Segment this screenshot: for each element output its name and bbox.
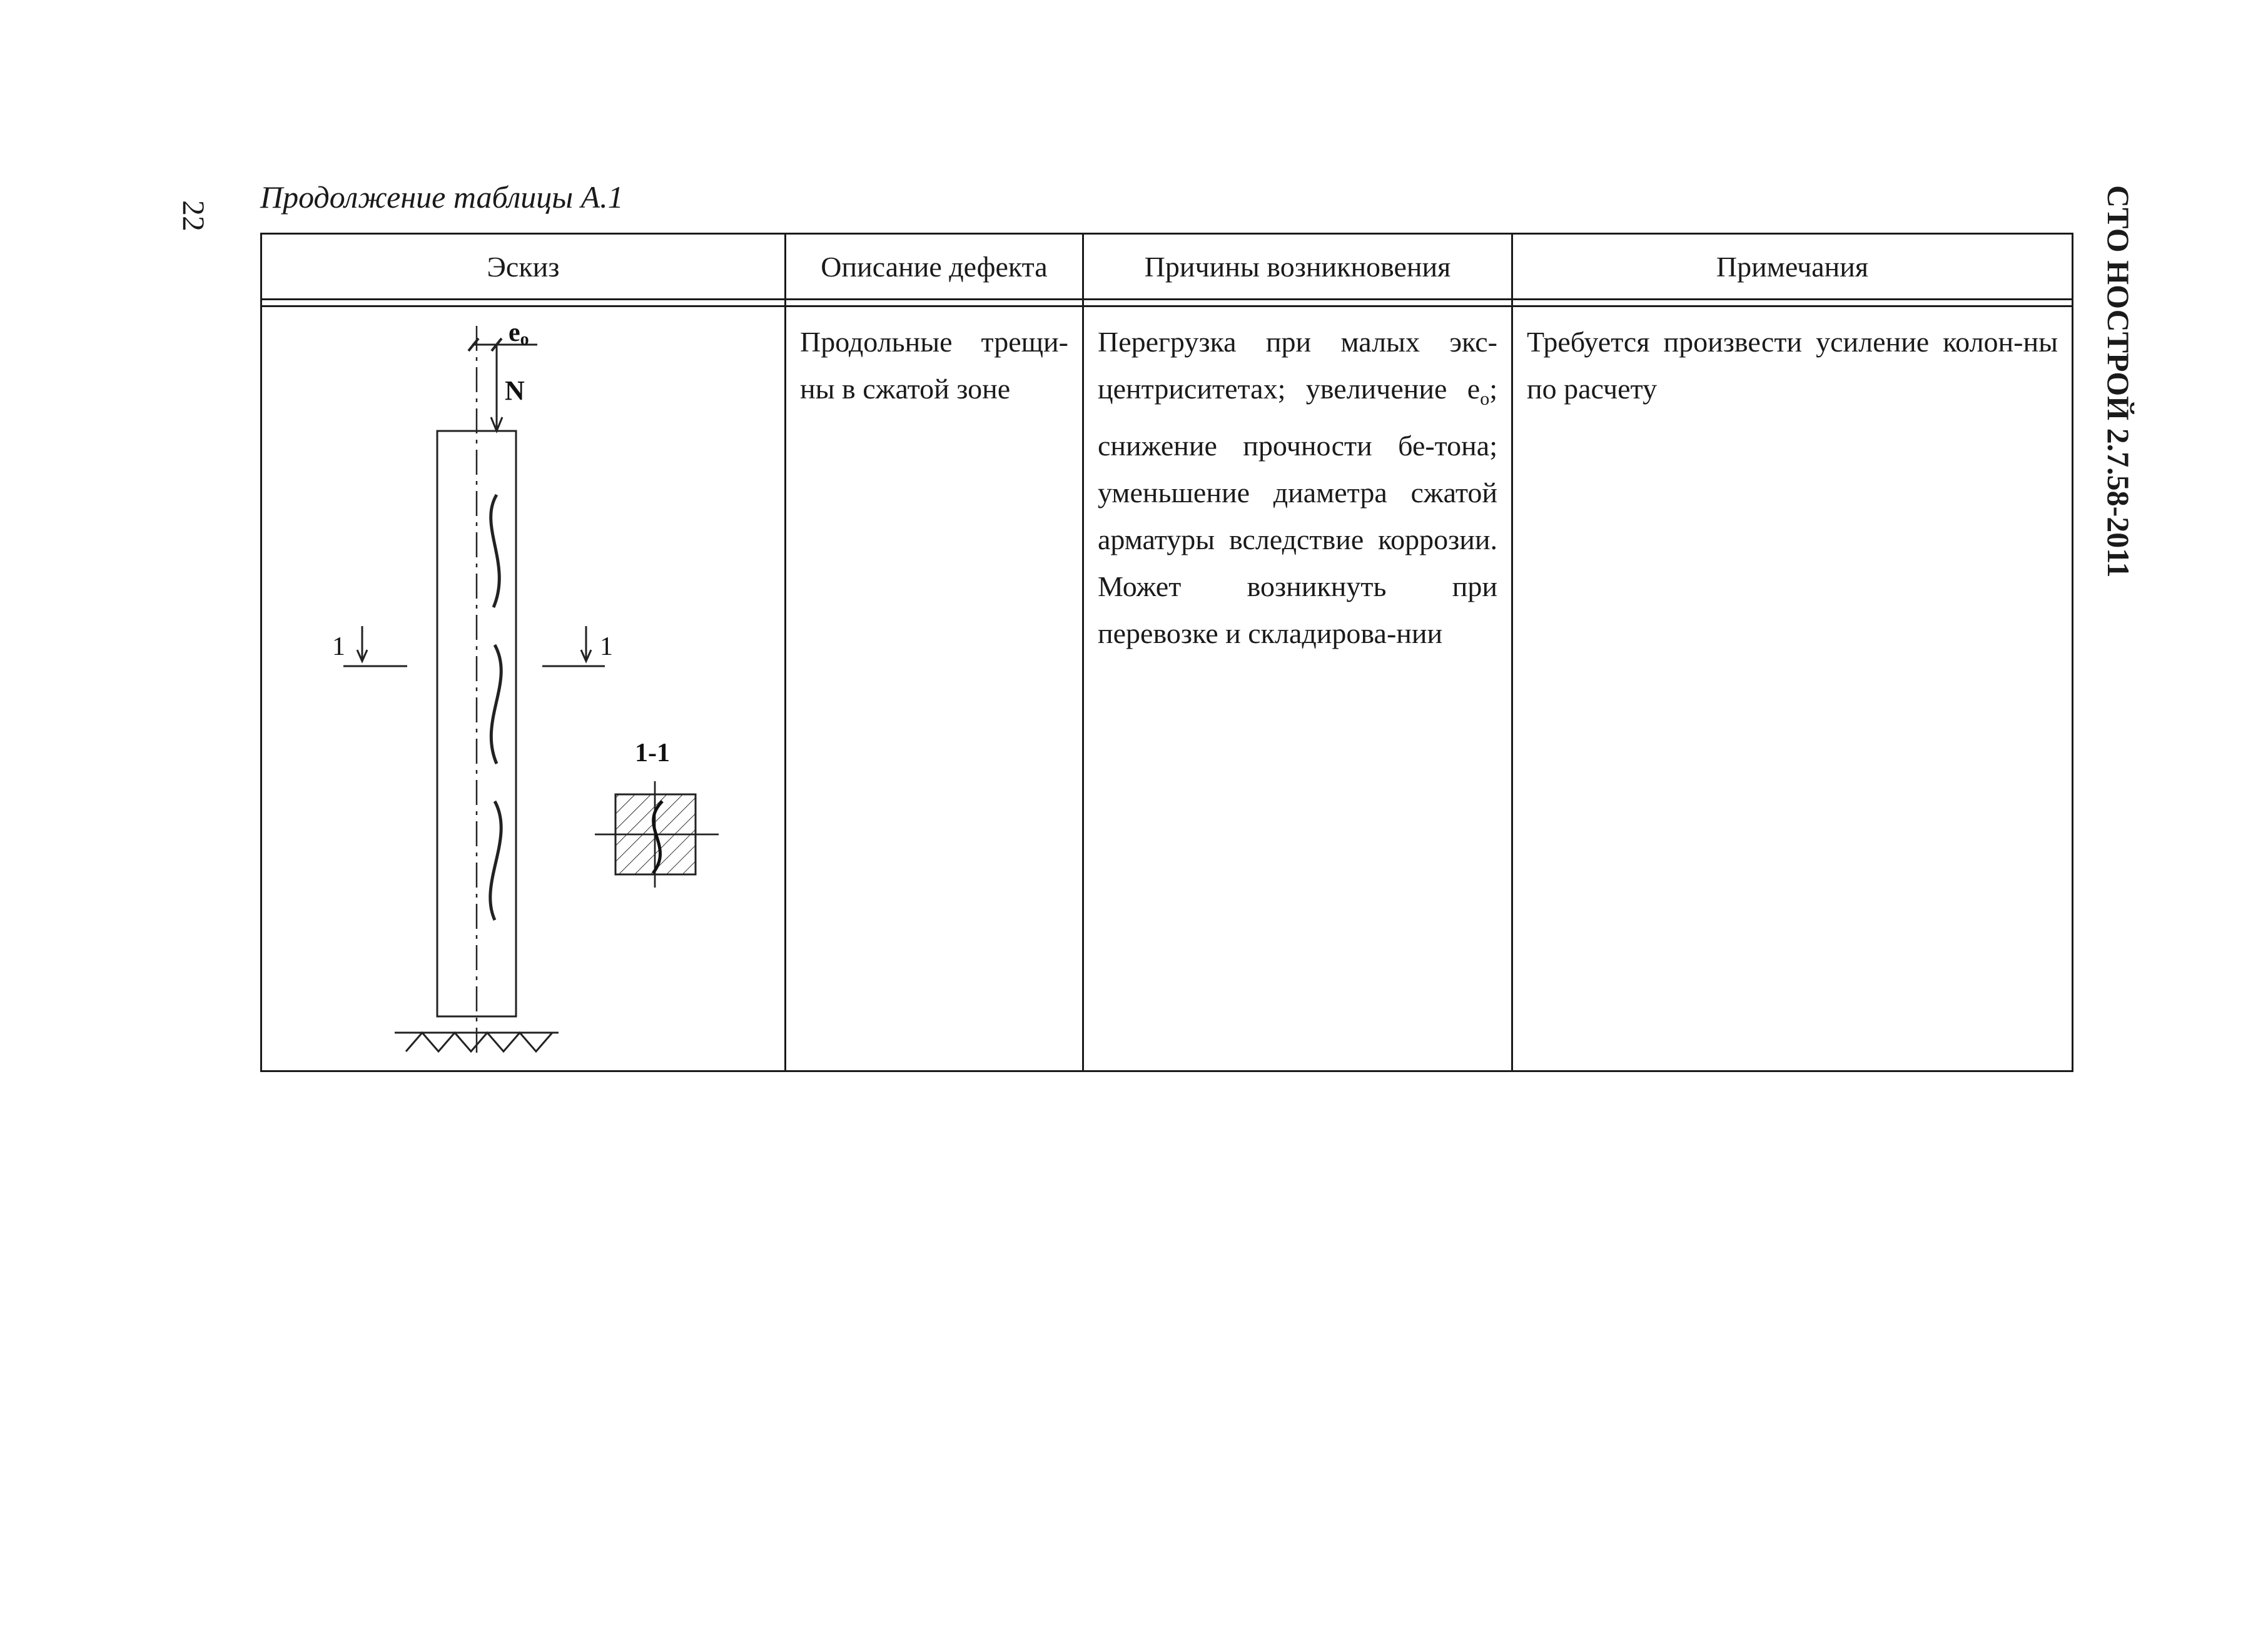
column-sketch [262,307,786,1070]
section-mark-left: 1 [332,632,345,661]
header-sketch: Эскиз [261,234,786,300]
defect-description: Продольные трещи-ны в сжатой зоне [786,306,1083,1071]
force-label: N [505,375,525,406]
defects-table [260,233,2073,1072]
document-code: СТО НОСТРОЙ 2.7.58-2011 [2101,185,2136,578]
sketch-cell [261,306,786,1071]
page-number: 22 [176,200,211,231]
header-notes: Примечания [1512,234,2073,300]
defect-causes: Перегрузка при малых экс-центриситетах; увеличение $e_о$; снижение прочности бе-тона; уменьшение диаметра сжатой арматуры вследствие коррозии. Может возникнуть при перевозке и складирова-нии [1083,306,1512,1071]
table-caption: Продолжение таблицы А.1 [260,180,624,215]
section-mark-right: 1 [600,632,613,661]
header-description: Описание дефекта [786,234,1083,300]
header-causes: Причины возникновения [1083,234,1512,300]
table-row [261,306,2073,1071]
table-header-row [261,234,2073,300]
defect-notes: Требуется произвести усиление колон-ны по расчету [1512,306,2073,1071]
section-title: 1-1 [635,739,670,767]
eccentricity-label: eо [509,318,529,349]
header-separator [261,300,2073,306]
